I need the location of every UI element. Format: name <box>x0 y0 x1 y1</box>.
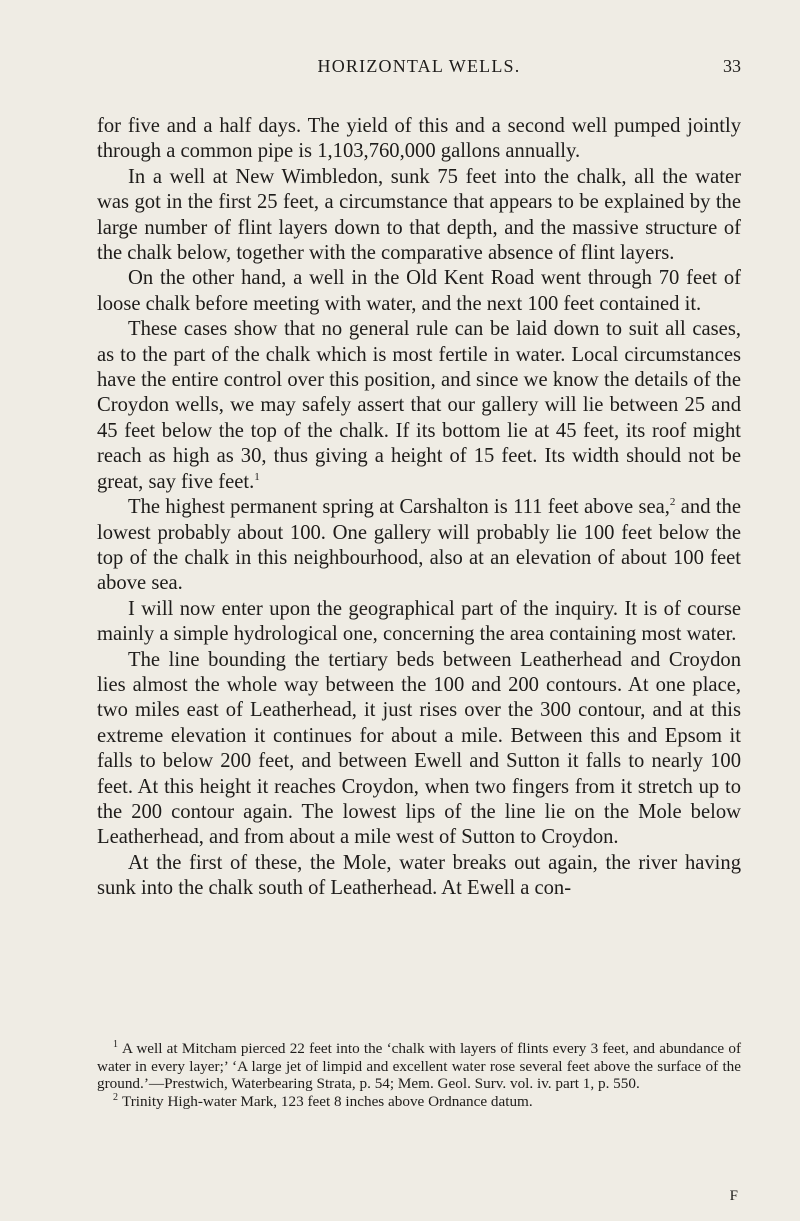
paragraph: for five and a half days. The yield of this and a second well pumped jointly through a common pipe is 1,103,760,000 gallons annually. <box>97 115 741 163</box>
paragraph: The line bounding the tertiary beds between Leatherhead and Croydon lies almost the whole way between the 100 and 200 contours. At one place, two miles east of Leatherhead, it just rises over the 300 contour, and at this extreme elevation it continues for about a mile. Between this and Epsom it falls to below 200 feet, and between Ewell and Sutton it falls to nearly 100 feet. At this height it reaches Croydon, when two fingers from it stretch up to the 200 contour again. The lowest lips of the line lie on the Mole below Leatherhead, and from about a mile west of Sutton to Croydon. <box>97 648 741 849</box>
body-text <box>97 114 741 902</box>
footnotes <box>97 1040 741 1110</box>
footnote-mark: 2 <box>113 1091 118 1103</box>
paragraph: On the other hand, a well in the Old Kent Road went through 70 feet of loose chalk before meeting with water, and the next 100 feet contained it. <box>97 267 741 315</box>
signature-mark: F <box>729 1188 738 1204</box>
paragraph: The highest permanent spring at Carshalton is 111 feet above sea,$^2$ and the lowest probably about 100. One gallery will probably lie 100 feet below the top of the chalk in this neighbourhood, also at an elevation of about 100 feet above sea. <box>97 496 741 595</box>
running-head: HORIZONTAL WELLS. <box>317 56 521 76</box>
footnote: $^2$ Trinity High-water Mark, 123 feet 8 inches above Ordnance datum. <box>113 1091 533 1110</box>
footnote-ref: 2 <box>669 496 676 509</box>
footnote-mark: 1 <box>113 1038 118 1050</box>
footnote: $^1$ A well at Mitcham pierced 22 feet into the ‘chalk with layers of flints every 3 feet, and abundance of water in every layer;’ ‘A large jet of limpid and excellent water rose several feet above the surface of the ground.’—Prestwich, Waterbearing Strata, p. 54; Mem. Geol. Surv. vol. iv. part 1, p. 550. <box>97 1038 741 1093</box>
footnote-ref: 1 <box>254 470 260 483</box>
page-header <box>97 56 741 86</box>
paragraph: At the first of these, the Mole, water breaks out again, the river having sunk into the chalk south of Leatherhead. At Ewell a con- <box>97 851 741 900</box>
paragraph: I will now enter upon the geographical part of the inquiry. It is of course mainly a simple hydrological one, concerning the area containing most water. <box>97 597 741 646</box>
paragraph: In a well at New Wimbledon, sunk 75 feet into the chalk, all the water was got in the first 25 feet, a circumstance that appears to be explained by the large number of flint layers down to that depth, and the massive structure of the chalk below, together with the comparative absence of flint layers. <box>97 165 741 265</box>
page-number: 33 <box>723 56 741 76</box>
paragraph: These cases show that no general rule can be laid down to suit all cases, as to the part of the chalk which is most fertile in water. Local circumstances have the entire control over this position, and since we know the details of the Croydon wells, we may safely assert that our gallery will lie between 25 and 45 feet below the top of the chalk. If its bottom lie at 45 feet, its roof might reach as high as 30, thus giving a height of 15 feet. Its width should not be great, say five feet.$^1$ <box>97 318 741 493</box>
